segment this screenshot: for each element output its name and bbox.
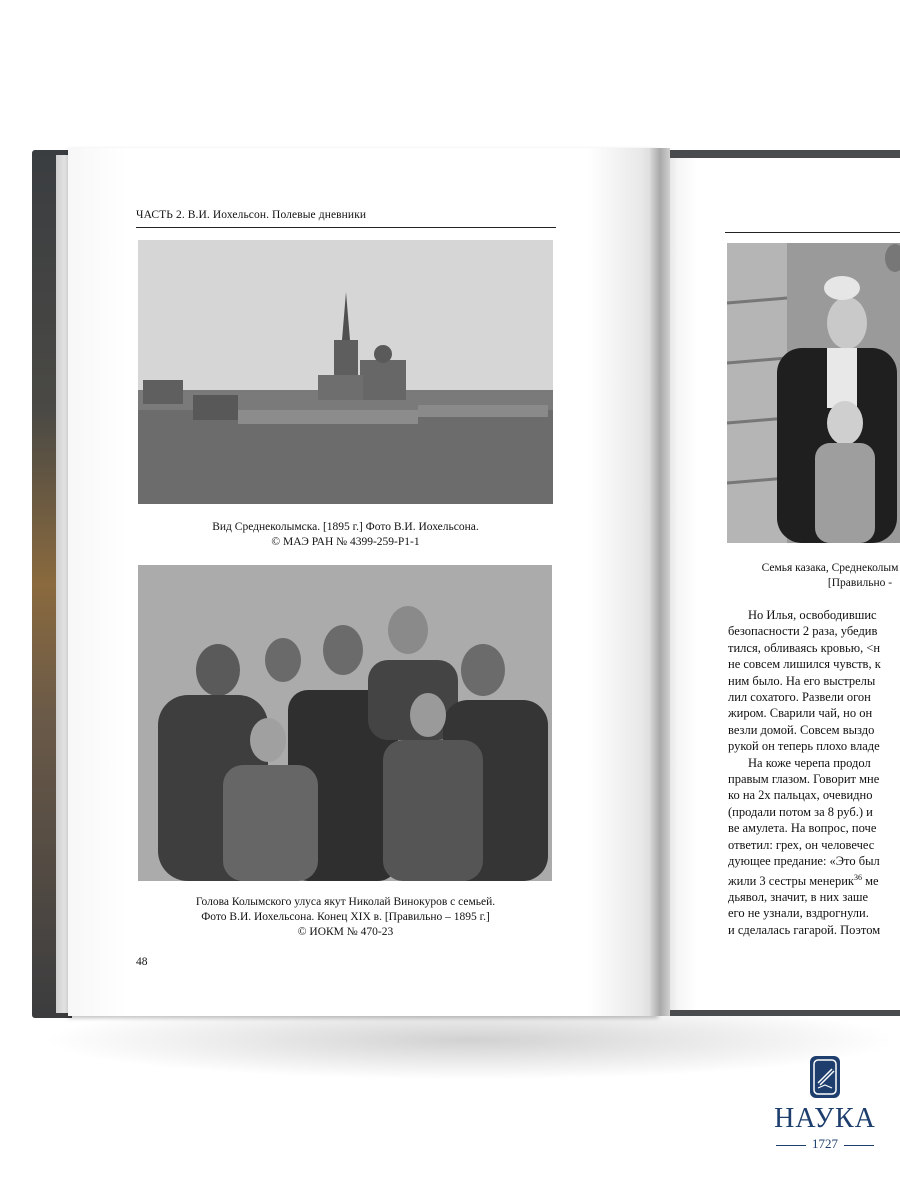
photo2-caption-line2: Фото В.И. Иохельсона. Конец XIX в. [Правильно – 1895 г.]: [201, 911, 490, 923]
photo2-caption-line1: Голова Колымского улуса якут Николай Винокуров с семьей.: [195, 896, 496, 908]
text-line-with-footnote: [728, 870, 900, 890]
header-rule: [136, 227, 556, 228]
right-page-text: [728, 607, 900, 938]
photo2-caption: [138, 895, 553, 940]
text-line: Но Илья, освободившис: [748, 608, 877, 622]
text-line: тился, обливаясь кровью, <н: [728, 640, 881, 655]
text-line: рукой он теперь плохо владе: [728, 739, 880, 754]
text-line: правым глазом. Говорит мне: [728, 772, 880, 787]
photo-srednekolymsk-image: [138, 240, 553, 504]
photo1-caption-line1: Вид Среднеколымска. [1895 г.] Фото В.И. Иохельсона.: [212, 521, 479, 533]
photo1-caption-line2: © МАЭ РАН № 4399-259-Р1-1: [271, 536, 420, 548]
photo-vinokurov-family-image: [138, 565, 552, 881]
text-line: дующее предание: «Это был: [728, 854, 880, 869]
photo3-caption-line2: [Правильно -: [827, 577, 893, 589]
photo1-caption: [138, 520, 553, 550]
text-line: (продали потом за 8 руб.) и: [728, 804, 873, 819]
text-line: и сделалась гагарой. Поэтом: [728, 922, 881, 937]
photo-srednekolymsk: [138, 240, 553, 504]
publisher-year: [770, 1136, 880, 1152]
photo-cossack-family: [727, 243, 900, 543]
text-line: На коже черепа продол: [748, 755, 871, 770]
text-line: ним было. На его выстрелы: [728, 673, 876, 688]
text-line: не совсем лишился чувств, к: [728, 657, 881, 672]
text-line-tail: ме: [861, 873, 879, 888]
right-header-rule: [725, 232, 900, 233]
book-emblem-icon: [809, 1055, 841, 1099]
text-line-segment: жили 3 сестры менерик: [728, 873, 854, 888]
text-line: ве амулета. На вопрос, поче: [728, 821, 877, 836]
page-number: 48: [136, 956, 148, 968]
text-line: его не узнали, вздрогнули.: [728, 906, 869, 921]
photo2-caption-line3: © ИОКМ № 470-23: [297, 926, 394, 938]
nauka-logo: [770, 1055, 880, 1165]
text-line: безопасности 2 раза, убедив: [728, 624, 878, 639]
photo-cossack-family-image: [727, 243, 900, 543]
text-line: ответил: грех, он человечес: [728, 837, 875, 852]
book-gutter: [650, 148, 670, 1016]
text-line: жиром. Сварили чай, но он: [728, 706, 873, 721]
publisher-year-text: 1727: [812, 1136, 838, 1151]
text-line: везли домой. Совсем выздо: [728, 722, 875, 737]
photo3-caption: [730, 561, 900, 591]
text-line: лил сохатого. Развели огон: [728, 690, 871, 705]
text-line: дьявол, значит, в них заше: [728, 890, 869, 905]
photo-vinokurov-family: [138, 565, 552, 881]
footnote-ref[interactable]: 36: [853, 872, 862, 882]
photo3-caption-line1: Семья казака, Среднеколым: [761, 562, 899, 574]
publisher-name: НАУКА: [774, 1103, 876, 1134]
text-line: ко на 2х пальцах, очевидно: [728, 788, 873, 803]
running-head: ЧАСТЬ 2. В.И. Иохельсон. Полевые дневники: [136, 209, 367, 221]
